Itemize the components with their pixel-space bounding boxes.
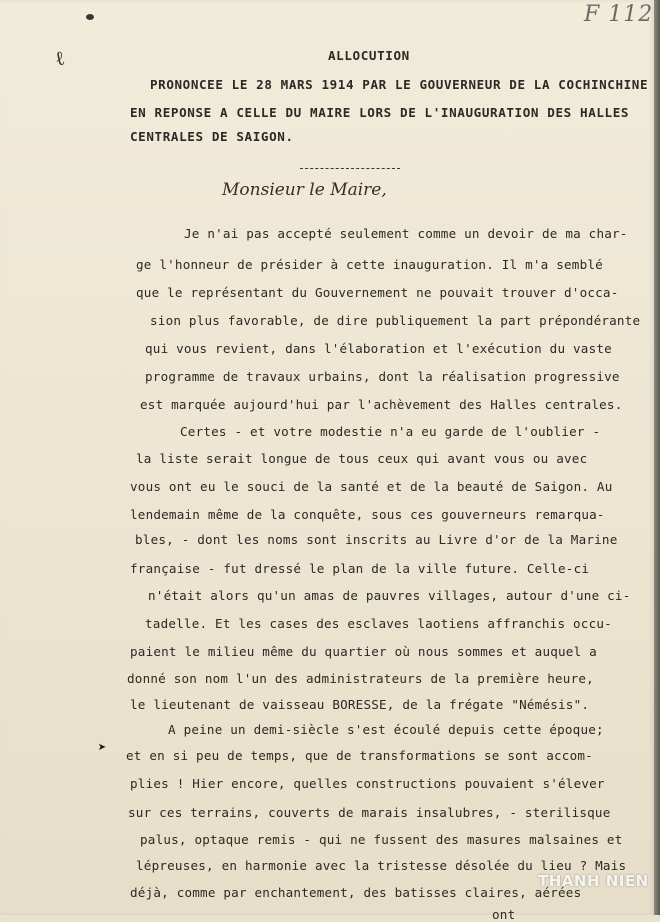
- body-text-line: Je n'ai pas accepté seulement comme un devoir de ma char-: [184, 226, 628, 241]
- salutation: Monsieur le Maire,: [222, 180, 387, 200]
- body-text-line: qui vous revient, dans l'élaboration et l'exécution du vaste: [145, 341, 612, 356]
- body-text-line: paient le milieu même du quartier où nous sommes et auquel a: [130, 644, 597, 659]
- body-text-line: palus, optaque remis - qui ne fussent des masures malsaines et: [140, 832, 623, 847]
- margin-pencil-mark: ℓ: [52, 45, 67, 71]
- body-text-line: bles, - dont les noms sont inscrits au Livre d'or de la Marine: [135, 532, 618, 547]
- document-title: ALLOCUTION: [328, 48, 410, 63]
- body-text-line: n'était alors qu'un amas de pauvres villages, autour d'une ci-: [148, 588, 631, 603]
- body-text-line: lendemain même de la conquête, sous ces gouverneurs remarqua-: [130, 507, 605, 522]
- body-text-line: tadelle. Et les cases des esclaves laotiens affranchis occu-: [145, 616, 612, 631]
- body-text-line: sion plus favorable, de dire publiquement la part prépondérante: [150, 313, 641, 328]
- body-text-line: ge l'honneur de présider à cette inauguration. Il m'a semblé: [136, 257, 603, 272]
- body-text-line: française - fut dressé le plan de la ville future. Celle-ci: [130, 561, 590, 576]
- body-text-line: A peine un demi-siècle s'est écoulé depuis cette époque;: [168, 722, 604, 737]
- body-text-line: plies ! Hier encore, quelles constructions pouvaient s'élever: [130, 776, 605, 791]
- margin-arrow-mark: ➤: [98, 740, 107, 756]
- body-text-line: programme de travaux urbains, dont la réalisation progressive: [145, 369, 620, 384]
- page-edge-shadow: [654, 0, 660, 915]
- body-text-line: est marquée aujourd'hui par l'achèvement des Halles centrales.: [140, 397, 623, 412]
- body-text-line: donné son nom l'un des administrateurs de la première heure,: [127, 671, 594, 686]
- body-text-line: ont: [492, 907, 516, 922]
- body-text-line: et en si peu de temps, que de transformations se sont accom-: [126, 748, 593, 763]
- body-text-line: que le représentant du Gouvernement ne pouvait trouver d'occa-: [136, 285, 619, 300]
- document-subtitle-line: CENTRALES DE SAIGON.: [130, 129, 294, 144]
- document-subtitle-line: PRONONCEE LE 28 MARS 1914 PAR LE GOUVERNEUR DE LA COCHINCHINE: [150, 77, 649, 92]
- body-text-line: Certes - et votre modestie n'a eu garde de l'oublier -: [180, 424, 601, 439]
- body-text-line: le lieutenant de vaisseau BORESSE, de la frégate "Némésis".: [130, 697, 590, 712]
- body-text-line: déjà, comme par enchantement, des batisses claires, aérées: [130, 885, 582, 900]
- document-subtitle-line: EN REPONSE A CELLE DU MAIRE LORS DE L'INAUGURATION DES HALLES: [130, 105, 630, 120]
- ink-dot-mark: [86, 14, 94, 20]
- body-text-line: vous ont eu le souci de la santé et de la beauté de Saigon. Au: [130, 479, 613, 494]
- section-divider: [300, 168, 400, 169]
- folio-number: F 112: [584, 2, 654, 27]
- publisher-watermark: THANH NIEN: [538, 872, 649, 890]
- body-text-line: sur ces terrains, couverts de marais insalubres, - sterilisque: [128, 805, 611, 820]
- body-text-line: lépreuses, en harmonie avec la tristesse désolée du lieu ? Mais: [136, 858, 627, 873]
- body-text-line: la liste serait longue de tous ceux qui avant vous ou avec: [136, 451, 588, 466]
